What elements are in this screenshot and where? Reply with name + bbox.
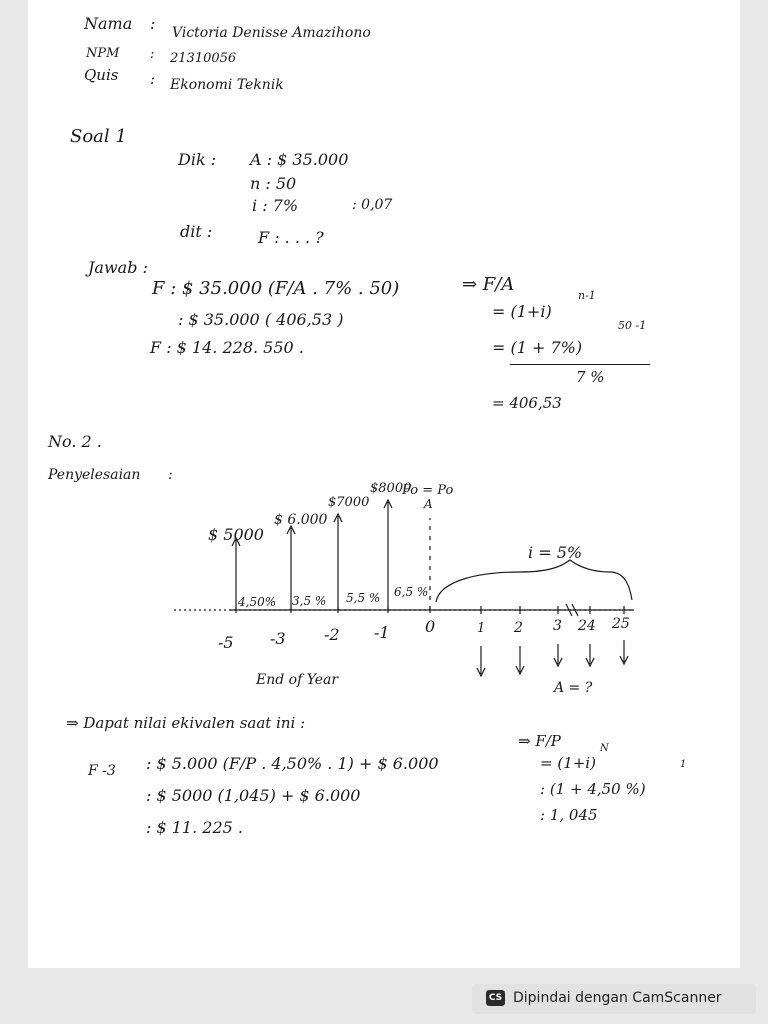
cashflow-diagram <box>168 467 650 700</box>
intro-line: ⇒ Dapat nilai ekivalen saat ini : <box>66 714 306 732</box>
fa-arrow: ⇒ F/A <box>462 274 515 295</box>
tick-label-10: 25 <box>612 616 630 632</box>
dit-value: F : . . . ? <box>258 228 324 247</box>
soal2-title: No. 2 . <box>48 432 102 451</box>
fp-line-1: = (1+i) <box>540 754 596 772</box>
rate-2: 3,5 % <box>292 594 327 608</box>
nama-label: Nama <box>84 14 133 33</box>
dik-label: Dik : <box>178 150 217 169</box>
fp-exponent-1: N <box>600 743 609 754</box>
tick-label-7: 2 <box>514 620 523 636</box>
interest-label: i = 5% <box>528 543 583 562</box>
npm-value: 21310056 <box>170 51 237 66</box>
tick-label-9: 24 <box>578 618 596 634</box>
fp-line-3: : 1, 045 <box>540 806 598 824</box>
quis-separator: : <box>150 70 156 88</box>
fp-line-2: : (1 + 4,50 %) <box>540 780 646 798</box>
penyelesaian-separator: : <box>168 467 173 483</box>
i-decimal: : 0,07 <box>352 197 393 213</box>
axis-caption: End of Year <box>256 672 339 688</box>
fa-exponent-2: 50 -1 <box>618 319 647 332</box>
amount-2: $ 6.000 <box>274 512 328 528</box>
tick-label-1: -5 <box>218 633 234 652</box>
tick-label-6: 1 <box>477 621 486 636</box>
soal1-title: Soal 1 <box>70 126 127 147</box>
i-line: i : 7% <box>252 196 299 215</box>
interest-brace <box>436 560 632 602</box>
a-line: A : $ 35.000 <box>250 150 349 169</box>
npm-separator: : <box>150 47 155 62</box>
camscanner-logo-icon: CS <box>486 990 505 1006</box>
fa-exponent-1: n-1 <box>578 289 596 302</box>
fa-numerator: = (1+i) <box>492 302 552 321</box>
rate-3: 5,5 % <box>346 591 381 605</box>
nama-separator: : <box>150 14 156 33</box>
quis-value: Ekonomi Teknik <box>170 77 284 93</box>
step1: F : $ 35.000 (F/A . 7% . 50) <box>152 278 400 299</box>
f-minus-3-label: F -3 <box>88 763 116 779</box>
fp-title: ⇒ F/P <box>518 732 561 750</box>
fo-arrow-label: A <box>424 497 433 511</box>
jawab-label: Jawab : <box>88 258 148 277</box>
camscanner-watermark <box>472 984 756 1014</box>
tick-label-4: -1 <box>374 623 390 642</box>
tick-label-8: 3 <box>553 618 562 634</box>
fraction-line <box>510 364 650 365</box>
step3: F : $ 14. 228. 550 . <box>150 338 304 357</box>
amount-3: $7000 <box>328 495 370 510</box>
amount-1: $ 5000 <box>208 525 264 544</box>
camscanner-text: Dipindai dengan CamScanner <box>513 990 722 1006</box>
nama-value: Victoria Denisse Amazihono <box>172 25 371 41</box>
equation-line-3: : $ 11. 225 . <box>146 818 243 837</box>
equation-line-1: : $ 5.000 (F/P . 4,50% . 1) + $ 6.000 <box>146 754 439 773</box>
npm-label: NPM <box>86 46 120 61</box>
rate-1: 4,50% <box>238 595 277 609</box>
dit-label: dit : <box>180 222 213 241</box>
penyelesaian-label: Penyelesaian <box>48 467 141 483</box>
fa-numerator-2: = (1 + 7%) <box>492 338 583 357</box>
fa-result: = 406,53 <box>492 394 562 412</box>
equation-line-2: : $ 5000 (1,045) + $ 6.000 <box>146 786 361 805</box>
n-line: n : 50 <box>250 174 297 193</box>
tick-label-5: 0 <box>425 617 436 636</box>
rate-4: 6,5 % <box>394 585 429 599</box>
a-unknown-label: A = ? <box>554 680 593 696</box>
quis-label: Quis <box>84 66 119 84</box>
step2: : $ 35.000 ( 406,53 ) <box>178 310 344 329</box>
fa-denominator: 7 % <box>576 368 605 386</box>
fo-label: Fo = Po <box>402 483 454 498</box>
amount-4: $8000 <box>370 481 412 496</box>
fp-exponent-2: 1 <box>680 759 687 770</box>
tick-label-3: -2 <box>324 625 340 644</box>
tick-label-2: -3 <box>270 629 286 648</box>
